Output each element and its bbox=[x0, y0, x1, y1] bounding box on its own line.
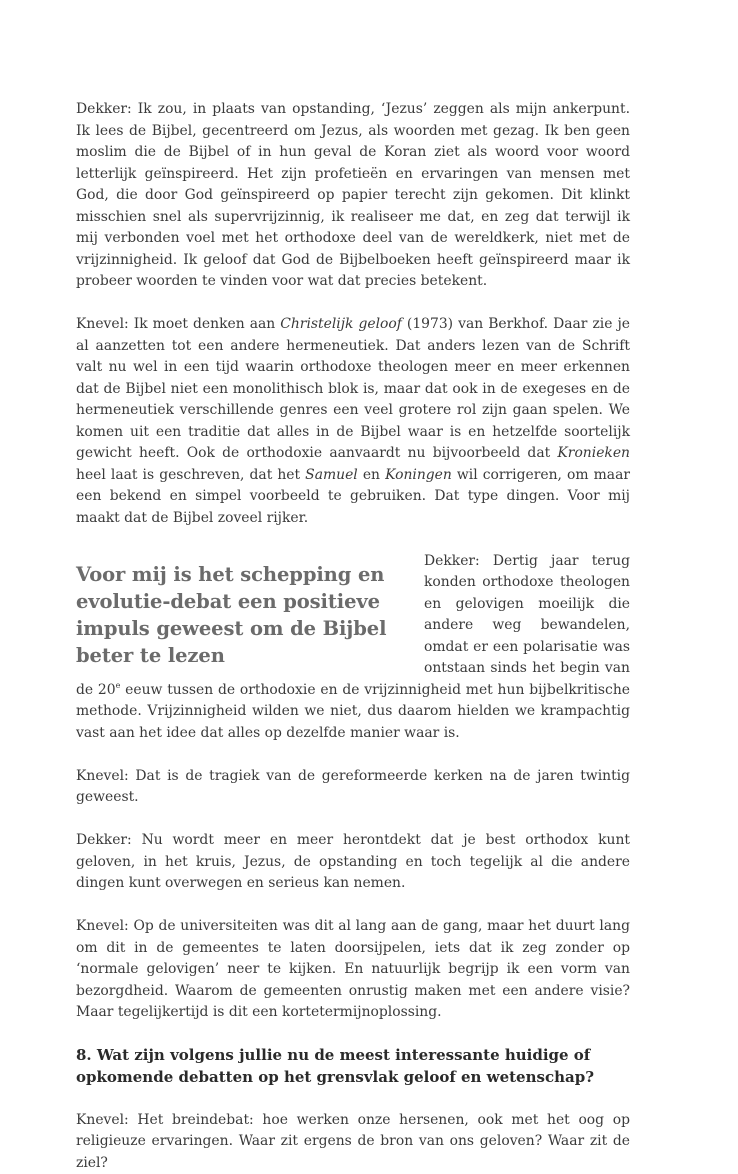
paragraph-knevel-tragiek: Knevel: Dat is de tragiek van de gereformeerde kerken na de jaren twintig geweest. bbox=[76, 766, 630, 809]
text-segment: eeuw tussen de orthodoxie en de vrijzinnigheid met hun bijbelkritische methode. Vrijzinnigheid wilden we niet, dus daarom hielden we krampachtig vast aan het idee dat alles op dezelfde manier waar is. bbox=[76, 682, 630, 741]
paragraph-dekker-anchor: Dekker: Ik zou, in plaats van opstanding, ‘Jezus’ zeggen als mijn ankerpunt. Ik lees de Bijbel, gecentreerd om Jezus, als woorden met gezag. Ik ben geen moslim die de Bijbel of in hun geval de Koran ziet als woord voor woord letterlijk geïnspireerd. Het zijn profetieën en ervaringen van mensen met God, die door God geïnspireerd op papier terecht zijn gekomen. Dit klinkt misschien snel als supervrijzinnig, ik realiseer me dat, en zeg dat terwijl ik mij verbonden voel met het orthodoxe deel van de wereldkerk, niet met de vrijzinnigheid. Ik geloof dat God de Bijbelboeken heeft geïnspireerd maar ik probeer woorden te vinden voor wat dat precies betekent. bbox=[76, 99, 630, 293]
text-segment: en bbox=[358, 467, 385, 483]
paragraph-knevel-breindebat: Knevel: Het breindebat: hoe werken onze hersenen, ook met het oog op religieuze ervaringen. Waar zit ergens de bron van ons geloven? Waar zit de ziel? bbox=[76, 1110, 630, 1174]
pull-quote: Voor mij is het schepping en evolutie-debat een positieve impuls geweest om de Bijbel beter te lezen bbox=[76, 561, 408, 669]
superscript-e: e bbox=[116, 681, 121, 690]
text-segment: heel laat is geschreven, dat het bbox=[76, 467, 305, 483]
text-segment: Knevel: Ik moet denken aan bbox=[76, 316, 280, 332]
text-segment: Dekker: Dertig jaar terug konden orthodoxe theologen en gelovigen moeilijk die andere weg bewandelen, omdat er een polarisatie was ontstaan sinds het begin van de 20 bbox=[76, 553, 630, 698]
book-title-koningen: Koningen bbox=[385, 467, 452, 483]
paragraph-knevel-berkhof bbox=[76, 314, 630, 529]
text-segment: wil corrigeren, om maar een bekend en simpel voorbeeld te gebruiken. Dat type dingen. Voor mij maakt dat de Bijbel zoveel rijker. bbox=[76, 467, 630, 526]
paragraph-knevel-universiteiten: Knevel: Op de universiteiten was dit al lang aan de gang, maar het duurt lang om dit in de gemeentes te laten doorsijpelen, iets dat ik zeg zonder op ‘normale gelovigen’ neer te kijken. En natuurlijk begrijp ik een vorm van bezorgdheid. Waarom de gemeenten onrustig maken met een andere visie? Maar tegelijkertijd is dit een kortetermijnoplossing. bbox=[76, 916, 630, 1024]
book-title-christelijk-geloof: Christelijk geloof bbox=[280, 316, 402, 332]
paragraph-dekker-herontdekt: Dekker: Nu wordt meer en meer herontdekt dat je best orthodox kunt geloven, in het kruis, Jezus, de opstanding en toch tegelijk al die andere dingen kunt overwegen en serieus kan nemen. bbox=[76, 830, 630, 895]
section-heading-question-8: 8. Wat zijn volgens jullie nu de meest interessante huidige of opkomende debatten op het grensvlak geloof en wetenschap? bbox=[76, 1045, 630, 1088]
article-column bbox=[76, 99, 630, 1174]
book-title-kronieken: Kronieken bbox=[557, 445, 630, 461]
text-segment: (1973) van Berkhof. Daar zie je al aanzetten tot een andere hermeneutiek. Dat anders lezen van de Schrift valt nu wel in een tijd waarin orthodoxe theologen meer en meer erkennen dat de Bijbel niet een monolithisch blok is, maar dat ook in de exegeses en de hermeneutiek verschillende genres een veel grotere rol zijn gaan spelen. We komen uit een traditie dat alles in de Bijbel waar is en hetzelfde soortelijk gewicht heeft. Ook de orthodoxie aanvaardt nu bijvoorbeeld dat bbox=[76, 316, 630, 461]
book-title-samuel: Samuel bbox=[305, 467, 358, 483]
